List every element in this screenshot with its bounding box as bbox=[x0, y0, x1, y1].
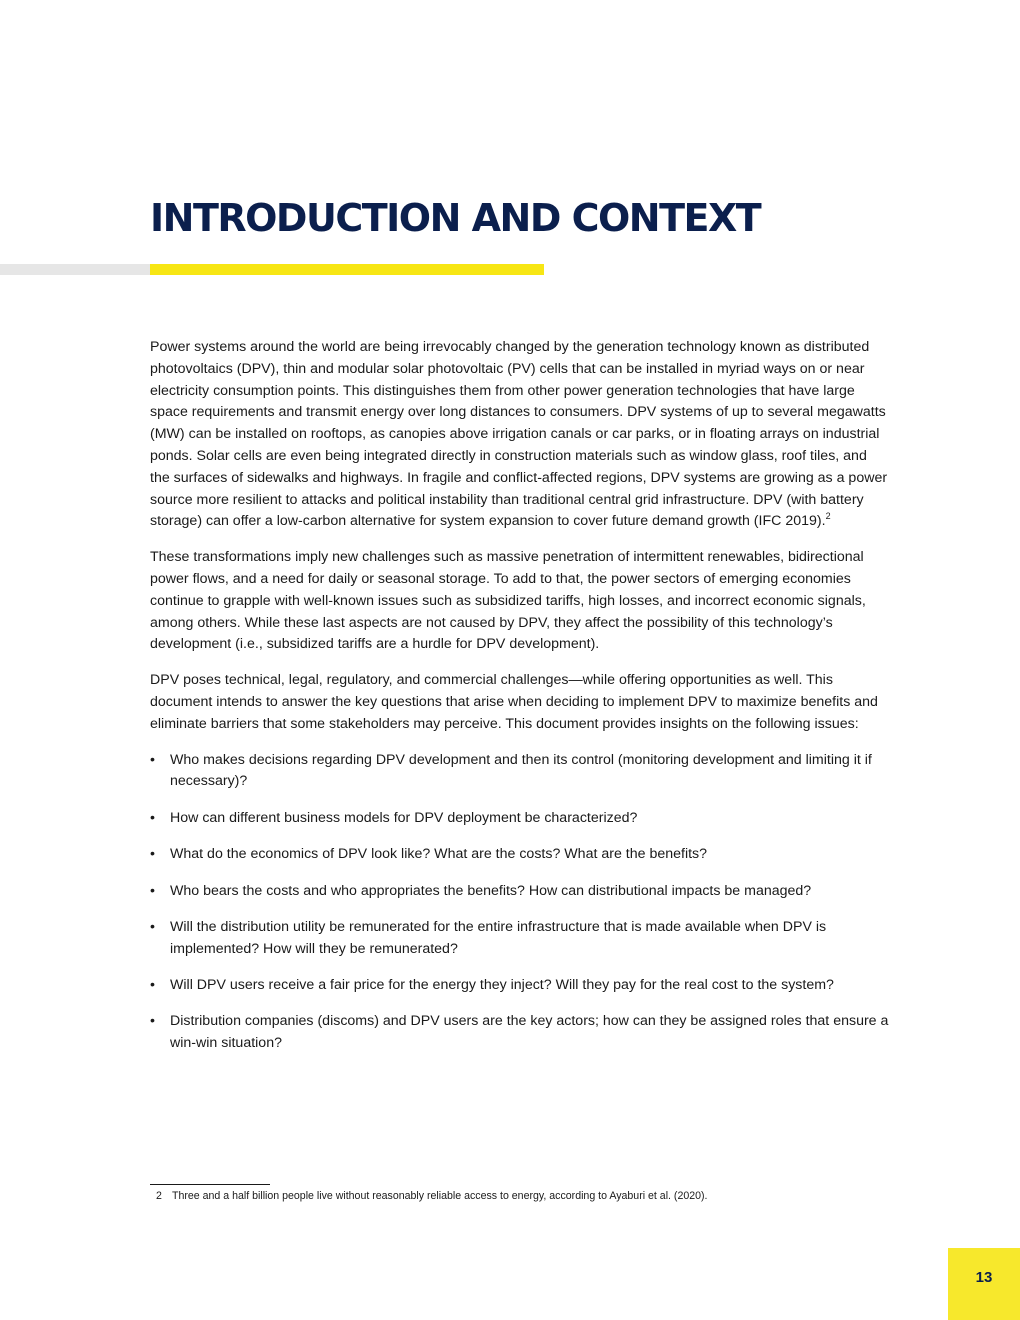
list-item-text: Who bears the costs and who appropriates the benefits? How can distributional impacts be managed? bbox=[170, 882, 812, 899]
bullet-icon: • bbox=[150, 977, 155, 994]
list-item-text: Distribution companies (discoms) and DPV users are the key actors; how can they be assigned roles that ensure a win-win situation? bbox=[170, 1013, 889, 1052]
bullet-icon: • bbox=[150, 846, 155, 863]
list-item bbox=[150, 750, 890, 794]
page-title: INTRODUCTION AND CONTEXT bbox=[150, 196, 761, 240]
list-item bbox=[150, 917, 890, 961]
page-number: 13 bbox=[975, 1268, 993, 1286]
bullet-icon: • bbox=[150, 809, 155, 826]
footnote-reference[interactable]: 2 bbox=[825, 511, 831, 522]
paragraph-3: DPV poses technical, legal, regulatory, and commercial challenges—while offering opportunities as well. This document intends to answer the key questions that arise when deciding to implement DPV to maximize benefits and eliminate barriers that some stakeholders may perceive. This document provides insights on the following issues: bbox=[150, 672, 878, 732]
issues-list bbox=[150, 750, 890, 1056]
title-rule-yellow bbox=[150, 264, 544, 275]
page-number-box bbox=[948, 1248, 1020, 1320]
list-item bbox=[150, 808, 890, 830]
bullet-icon: • bbox=[150, 882, 155, 899]
body-text bbox=[150, 337, 890, 1070]
bullet-icon: • bbox=[150, 1013, 155, 1030]
paragraph-2: These transformations imply new challenges such as massive penetration of intermittent renewables, bidirectional power flows, and a need for daily or seasonal storage. To add to that, the power sectors of emerging economies continue to grapple with well-known issues such as subsidized tariffs, high losses, and incorrect economic signals, among others. While these last aspects are not caused by DPV, they affect the possibility of this technology’s development (i.e., subsidized tariffs are a hurdle for DPV development). bbox=[150, 549, 866, 653]
list-item bbox=[150, 844, 890, 866]
list-item bbox=[150, 975, 890, 997]
footnote-divider bbox=[150, 1184, 270, 1185]
title-rule-gray bbox=[0, 264, 150, 275]
list-item bbox=[150, 881, 890, 903]
list-item-text: How can different business models for DPV deployment be characterized? bbox=[170, 809, 638, 826]
footnote bbox=[156, 1189, 708, 1203]
list-item-text: Will the distribution utility be remunerated for the entire infrastructure that is made available when DPV is implemented? How will they be remunerated? bbox=[170, 918, 827, 957]
footnote-number: 2 bbox=[156, 1190, 162, 1202]
bullet-icon: • bbox=[150, 751, 155, 768]
list-item bbox=[150, 1011, 890, 1055]
list-item-text: Who makes decisions regarding DPV development and then its control (monitoring development and limiting it if necessary)? bbox=[170, 751, 872, 790]
paragraph-1-text: Power systems around the world are being irrevocably changed by the generation technology known as distributed photovoltaics (DPV), thin and modular solar photovoltaic (PV) cells that can be installed in myriad ways on or near electricity consumption points. This distinguishes them from other power generation technologies that have large space requirements and transmit energy over long distances to consumers. DPV systems of up to several megawatts (MW) can be installed on rooftops, as canopies above irrigation canals or car parks, or in floating arrays on industrial ponds. Solar cells are even being integrated directly in construction materials such as window glass, roof tiles, and the surfaces of sidewalks and highways. In fragile and conflict-affected regions, DPV systems are growing as a power source more resilient to attacks and political instability than traditional central grid infrastructure. DPV (with battery storage) can offer a low-carbon alternative for system expansion to cover future demand growth (IFC 2019). bbox=[150, 339, 888, 530]
footnote-text: Three and a half billion people live without reasonably reliable access to energy, according to Ayaburi et al. (2020). bbox=[172, 1190, 708, 1202]
paragraph-1 bbox=[150, 337, 890, 533]
list-item-text: Will DPV users receive a fair price for the energy they inject? Will they pay for the real cost to the system? bbox=[170, 977, 834, 994]
bullet-icon: • bbox=[150, 918, 155, 935]
list-item-text: What do the economics of DPV look like? What are the costs? What are the benefits? bbox=[170, 846, 708, 863]
